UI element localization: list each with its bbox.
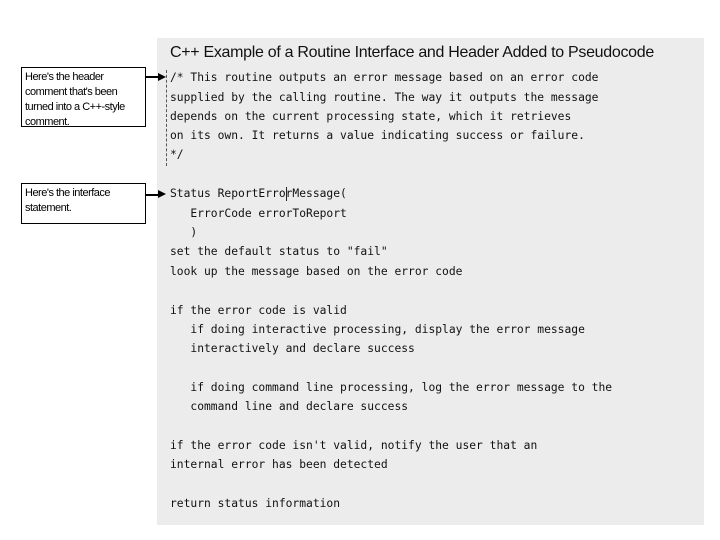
code-line-2: supplied by the calling routine. The way it outputs the message xyxy=(170,91,599,104)
code-line-7: ErrorCode errorToReport xyxy=(170,207,347,220)
header-comment-callout: Here's the header comment that's been turned into a C++-style comment. xyxy=(21,67,146,127)
code-line-15: command line and declare success xyxy=(170,400,409,413)
code-line-11: if the error code is valid xyxy=(170,304,347,317)
listing-title: C++ Example of a Routine Interface and Header Added to Pseudocode xyxy=(170,44,654,61)
code-line-5: */ xyxy=(170,148,184,161)
code-line-12: if doing interactive processing, display the error message xyxy=(170,323,585,336)
code-line-16: if the error code isn't valid, notify the user that an xyxy=(170,439,538,452)
code-line-17: internal error has been detected xyxy=(170,458,388,471)
interface-callout-arrow-head xyxy=(158,190,166,198)
code-line-14: if doing command line processing, log the error message to the xyxy=(170,381,613,394)
code-line-1: /* This routine outputs an error message based on an error code xyxy=(170,71,599,84)
interface-statement-callout: Here's the interface statement. xyxy=(21,183,146,224)
code-line-8: ) xyxy=(170,226,198,239)
code-line-18: return status information xyxy=(170,497,341,510)
code-line-13: interactively and declare success xyxy=(170,342,415,355)
code-line-4: on its own. It returns a value indicating success or failure. xyxy=(170,129,585,142)
code-line-3: depends on the current processing state, which it retrieves xyxy=(170,110,572,123)
code-line-10: look up the message based on the error code xyxy=(170,265,463,278)
header-callout-arrow-head xyxy=(158,73,166,81)
code-line-9: set the default status to "fail" xyxy=(170,245,388,258)
code-line-6: Status ReportErrorMessage( xyxy=(170,187,347,200)
